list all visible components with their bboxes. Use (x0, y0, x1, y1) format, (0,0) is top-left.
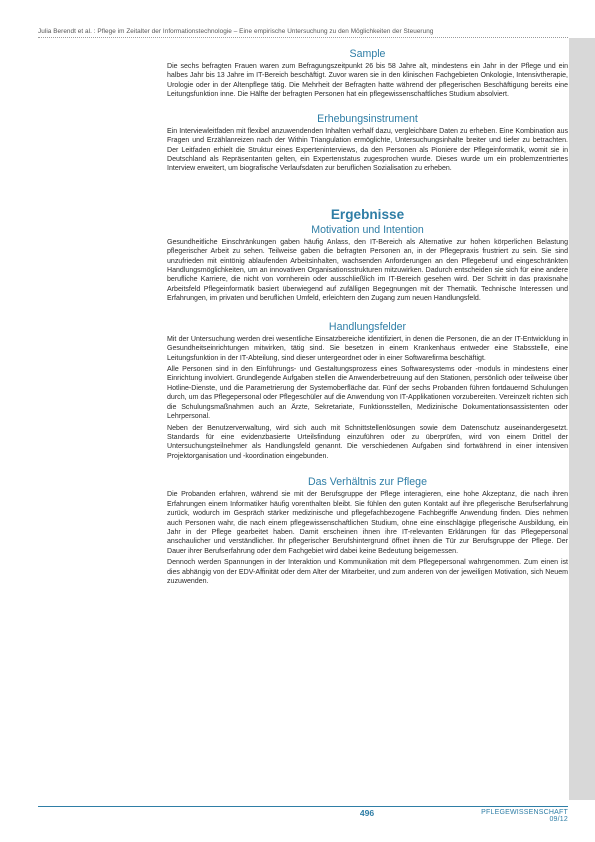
paragraph: Die sechs befragten Frauen waren zum Befragungszeitpunkt 26 bis 58 Jahre alt, mindestens ein Jahr in der Pflege und ein halbes Jahr bis 13 Jahre im IT-Bereich beschäftigt. Zuvor waren sie in den klinischen Fachgebieten Onkologie, Intensivtherapie, Urologie oder in der Altenpflege tätig. Die Mehrheit der Befragten hatte während der pflegerischen Beschäftigung bereits eine Leitungsfunktion inne. Die Hälfte der befragten Personen hat ein pflegewissenschaftliches Studium absolviert. (167, 63, 568, 99)
paragraph: Gesundheitliche Einschränkungen gaben häufig Anlass, den IT-Bereich als Alternative zur hohen körperlichen Belastung pflegerischer Arbeit zu sehen. Teilweise gaben die befragten Personen an, in der Pflegepraxis frustriert zu sein. Sie sind unzufrieden mit eintönig ablaufenden Arbeitsinhalten, wachsenden Anforderungen an den Pflegeberuf und eingeschränkten Handlungsmöglichkeiten, um an innovativen Organisationsstrukturen mitzuwirken. Dadurch entscheiden sie sich für eine andere berufliche Karriere, die nicht von vornherein oder ausschließlich im IT-Bereich gesehen wird. Der Schritt in das praxisnahe Arbeitsfeld Pflegeinformatik basiert überwiegend auf zufälligen Begegnungen mit der Thematik. Technische Interessen und Erfahrungen, im privaten und beruflichen Umfeld, erleichtern den Zugang zum neuen Handlungsfeld. (167, 238, 568, 303)
paragraph: Neben der Benutzerverwaltung, wird sich auch mit Schnittstellenlösungen sowie dem Datenschutz auseinandergesetzt. Standards für eine evidenzbasierte Urteilsfindung einzuführen oder zu überprüfen, wird von einem Drittel der Untersuchungsteilnehmer als Handlungsfeld genannt. Die verschiedenen Aufgaben sind fortwährend in einer intensiven Projektorganisation und -koordination eingebunden. (167, 424, 568, 460)
paragraph: Dennoch werden Spannungen in der Interaktion und Kommunikation mit dem Pflegepersonal wahrgenommen. Zum einen ist dies abhängig von der EDV-Affinität oder dem Alter der Mitarbeiter, und zum anderen von der jeweiligen Motivation, sich Neuem zuzuwenden. (167, 559, 568, 586)
section-instrument (167, 113, 568, 174)
section-motivation (167, 224, 568, 304)
paragraph: Mit der Untersuchung werden drei wesentliche Einsatzbereiche identifiziert, in denen die Personen, die an der IT-Entwicklung in Gesundheitseinrichtungen mitwirken, tätig sind. Sie besetzen in einem Krankenhaus entweder eine Stabsstelle, eine Leitungsfunktion in der IT-Abteilung, sind dieser untergeordnet oder in einer Softwarefirma beschäftigt. (167, 335, 568, 362)
subsection-heading-motivation: Motivation und Intention (311, 223, 424, 236)
section-heading-instrument: Erhebungsinstrument (317, 112, 418, 125)
subsection-heading-fields: Handlungsfelder (328, 320, 407, 333)
article-body (167, 48, 568, 586)
running-head: Julia Berendt et al. : Pflege im Zeitalter der Informationstechnologie – Eine empirische Untersuchung zu den Möglichkeiten der Steuerung (38, 28, 434, 35)
paragraph: Ein Interviewleitfaden mit flexibel anzuwendenden Inhalten verhalf dazu, vergleichbare Daten zu erheben. Eine Kombination aus Fragen und Erzählanreizen nach der Within Triangulation ermöglichte, Untersuchungsinhalte breiter und tiefer zu betrachten. Der Leitfaden erhielt die Struktur eines Experteninterviews, da den Personen als Pioniere der Pflegeinformatik, womit sie in Deutschland als Repräsentanten gelten, ein Expertenstatus zugesprochen wurde. Dieses wurde um ein problemzentriertes Interview erweitert, um biografische Verlaufsdaten zur beruflichen Sozialisation zu erheben. (167, 127, 568, 173)
section-heading-sample: Sample (349, 48, 386, 60)
paragraph: Die Probanden erfahren, während sie mit der Berufsgruppe der Pflege interagieren, eine hohe Akzeptanz, die nach ihren Erfahrungen einem Informatiker häufig vorenthalten bleibt. Sie fühlen den guten Kontakt auf ihre pflegerische Berufserfahrung zurück, wodurch im Gespräch stärker medizinische und pflegefachbezogene Fachbegriffe Anwendung finden. Dies nehmen auch Personen wahr, die nach einem pflegewissenschaftlichen Studium, ohne eine einschlägige pflegerische Ausbildung, ein Jahr in der Pflege gearbeitet haben. Damit erscheinen ihnen ihre IT-relevanten Erklärungen für das Pflegepersonal anschaulicher und verständlicher. Ihr pflegerischer Berufshintergrund öffnet ihnen die Tür zur Berufsgruppe der Pflege. Der Dauer ihrer Berufserfahrung oder dem Fachgebiet wird dabei keine Bedeutung beigemessen. (167, 491, 568, 555)
page-number: 496 (359, 808, 375, 818)
header-divider (38, 37, 568, 38)
section-results (167, 207, 568, 223)
section-fields (167, 321, 568, 461)
paragraph: Alle Personen sind in den Einführungs- und Gestaltungsprozess eines Softwaresystems oder -moduls in mindestens einer Einrichtung involviert. Grundlegende Aufgaben stellen die Anwenderbetreuung auf den Stationen, persönlich oder teilweise über Hotline-Dienste, und die Parametrierung der Systemoberfläche dar. Fünf der sechs Probanden führen fortdauernd Schulungen durch, um das Pflegepersonal oder Pflegeschüler auf die Anwendung von IT-Applikationen vorzubereiten. Vereinzelt richten sich die Schulungsmaßnahmen auch an Ärzte, Sekretariate, Funktionsstellen, Medizinische Dokumentationsassistenten oder Lehrpersonal. (167, 366, 568, 421)
margin-sidebar-bar (569, 38, 595, 800)
section-sample (167, 48, 568, 100)
section-relation (167, 476, 568, 586)
subsection-heading-relation: Das Verhältnis zur Pflege (308, 476, 427, 489)
journal-name: PFLEGEWISSENSCHAFT 09/12 (481, 809, 568, 823)
section-heading-results: Ergebnisse (330, 206, 405, 222)
